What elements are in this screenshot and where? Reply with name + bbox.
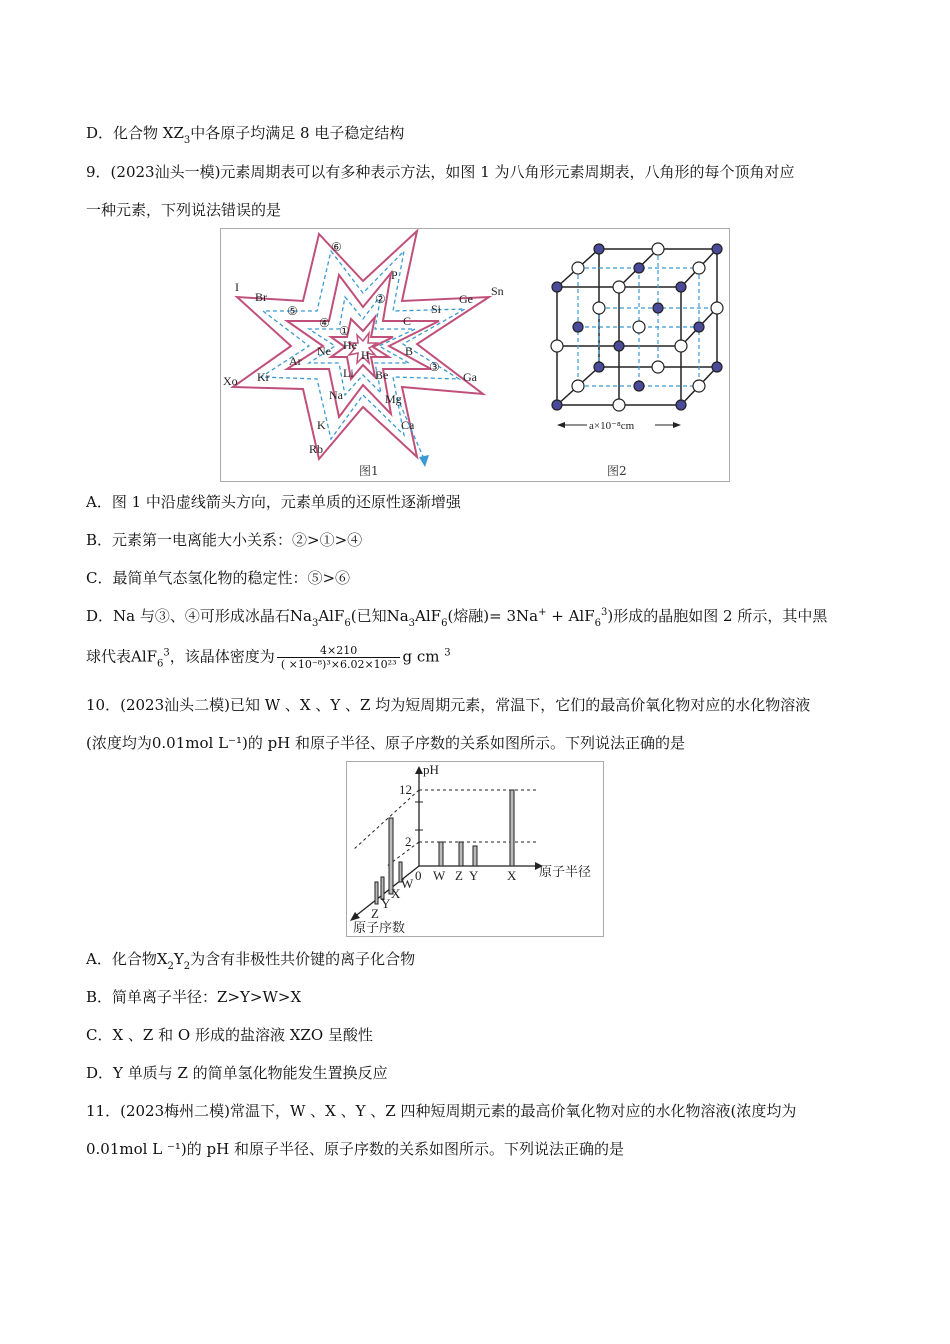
y-axis-arrow bbox=[415, 766, 423, 774]
q10-a-p2: Y bbox=[173, 950, 184, 968]
z-axis-label: 原子序数 bbox=[353, 920, 406, 935]
dashed-arrow-head bbox=[419, 455, 429, 467]
q8-option-d bbox=[86, 122, 404, 146]
q10-a-p3: 为含有非极性共价键的离子化合物 bbox=[190, 950, 416, 968]
density-fraction bbox=[277, 644, 401, 671]
q9-d-s6-val: 6 bbox=[594, 618, 602, 629]
el-Ca: Ca bbox=[401, 418, 415, 432]
origin-label: 0 bbox=[415, 868, 422, 883]
q9-option-d-line2 bbox=[86, 644, 451, 671]
depth-x: X bbox=[391, 886, 401, 901]
cat-x: X bbox=[507, 868, 517, 883]
dbar-x bbox=[389, 818, 393, 894]
depth-z: Z bbox=[371, 906, 379, 921]
lattice-atoms bbox=[551, 243, 723, 411]
dbar-z bbox=[375, 882, 378, 904]
q10-stem-line2: (浓度均为0.01mol L⁻¹)的 pH 和原子半径、原子序数的关系如图所示。下列说法正确的是 bbox=[86, 734, 686, 752]
el-I: I bbox=[235, 280, 239, 294]
q9-figure bbox=[220, 228, 730, 482]
fig2-dim-label: a×10⁻⁸cm bbox=[589, 420, 635, 432]
y-axis-label: pH bbox=[423, 762, 439, 777]
density-unit: g cm bbox=[402, 647, 440, 666]
marker-2: ② bbox=[375, 292, 386, 306]
el-Ga: Ga bbox=[463, 370, 477, 384]
bar-y bbox=[473, 846, 477, 866]
q8-sub: 3 bbox=[183, 135, 191, 146]
el-Li: Li bbox=[343, 366, 354, 380]
bar-w bbox=[439, 842, 443, 866]
el-Br: Br bbox=[255, 290, 267, 304]
q10-a-s2: 2 bbox=[183, 961, 191, 972]
q10-chart bbox=[346, 761, 604, 937]
fig2-caption: 图2 bbox=[607, 464, 627, 478]
depth-y: Y bbox=[381, 896, 391, 911]
density-unit-sup: 3 bbox=[444, 647, 451, 659]
cat-y: Y bbox=[469, 868, 479, 883]
el-K: K bbox=[317, 418, 326, 432]
el-B: B bbox=[405, 344, 414, 358]
q9-d-p4: AlF bbox=[415, 607, 442, 625]
q9-d-p7: )形成的晶胞如图 2 所示，其中黑 bbox=[607, 607, 828, 625]
el-Xo: Xo bbox=[223, 374, 238, 388]
q11-stem-line2: 0.01mol L ⁻¹)的 pH 和原子半径、原子序数的关系如图所示。下列说法正确的是 bbox=[86, 1140, 624, 1158]
q9-option-d bbox=[86, 605, 827, 629]
q9-d-s6 bbox=[595, 618, 601, 629]
q9-d-s4: 6 bbox=[441, 618, 448, 629]
q10-option-b: B．简单离子半径：Z>Y>W>X bbox=[86, 988, 302, 1006]
marker-6: ⑥ bbox=[331, 240, 342, 254]
q9-d-p2: AlF bbox=[318, 607, 345, 625]
el-Rb: Rb bbox=[309, 442, 324, 456]
q10-a-s1: 2 bbox=[167, 961, 174, 972]
el-Si: Si bbox=[431, 302, 442, 316]
density-numerator: 4×210 bbox=[277, 644, 401, 658]
q10-option-c: C．X 、Z 和 O 形成的盐溶液 XZO 呈酸性 bbox=[86, 1026, 373, 1044]
q9-d2-a: 球代表AlF bbox=[86, 647, 158, 666]
q9-option-a: A．图 1 中沿虚线箭头方向，元素单质的还原性逐渐增强 bbox=[86, 493, 461, 511]
q9-figure-svg bbox=[221, 229, 729, 481]
tick-2: 2 bbox=[405, 834, 412, 849]
depth-w: W bbox=[401, 876, 414, 891]
el-P: P bbox=[391, 268, 398, 282]
q9-d-s2: 6 bbox=[344, 618, 351, 629]
star-dashed-1 bbox=[261, 251, 465, 439]
fig1-caption: 图1 bbox=[359, 464, 379, 478]
q9-d-p1: D．Na 与③、④可形成冰晶石Na bbox=[86, 607, 312, 625]
marker-5: ⑤ bbox=[287, 304, 298, 318]
bar-z bbox=[459, 842, 463, 866]
el-Mg: Mg bbox=[385, 392, 402, 406]
el-He: He bbox=[343, 338, 357, 352]
marker-4: ④ bbox=[319, 316, 330, 330]
q10-chart-svg bbox=[347, 762, 603, 936]
q9-stem-line2: 一种元素，下列说法错误的是 bbox=[86, 201, 282, 219]
q9-d-s1: 3 bbox=[311, 618, 319, 629]
el-Na: Na bbox=[329, 388, 343, 402]
dim-arrow-left bbox=[557, 422, 565, 428]
cat-w: W bbox=[433, 868, 446, 883]
q9-d-p5: (熔融)= 3Na bbox=[447, 607, 539, 625]
q10-a-p1: A．化合物X bbox=[86, 950, 168, 968]
bar-x bbox=[510, 790, 514, 866]
q9-option-b: B．元素第一电离能大小关系：②>①>④ bbox=[86, 531, 363, 549]
marker-3: ③ bbox=[429, 360, 440, 374]
tick-12: 12 bbox=[399, 782, 412, 797]
q8-option-d-rest: 中各原子均满足 8 电子稳定结构 bbox=[190, 124, 405, 142]
dim-arrow-right bbox=[673, 422, 681, 428]
q8-option-d-text: D．化合物 XZ bbox=[86, 124, 184, 142]
q9-d2-sub: 6 bbox=[157, 658, 164, 670]
q9-d-s3: 3 bbox=[408, 618, 416, 629]
q9-d-p6: + AlF bbox=[546, 607, 595, 625]
marker-1: ① bbox=[339, 324, 350, 338]
el-Ar: Ar bbox=[289, 354, 302, 368]
q9-d2-sup: 3 bbox=[163, 647, 170, 659]
q10-stem-line1: 10．(2023汕头二模)已知 W 、X 、Y 、Z 均为短周期元素，常温下，它们的最高价氧化物对应的水化物溶液 bbox=[86, 696, 811, 714]
cat-z: Z bbox=[455, 868, 463, 883]
q10-option-a bbox=[86, 948, 415, 972]
x-axis-label: 原子半径 bbox=[539, 864, 592, 879]
q9-d2-b: ，该晶体密度为 bbox=[169, 647, 275, 666]
el-Ne: Ne bbox=[317, 344, 331, 358]
density-denominator: ( ×10⁻⁸)³×6.02×10²³ bbox=[280, 658, 397, 671]
star-outer bbox=[233, 231, 489, 459]
q10-option-d: D．Y 单质与 Z 的简单氢化物能发生置换反应 bbox=[86, 1064, 388, 1082]
el-Ge: Ge bbox=[459, 292, 473, 306]
q9-d-sup5: + bbox=[538, 607, 547, 618]
el-H: H bbox=[361, 348, 370, 362]
q9-d-p3: (已知Na bbox=[350, 607, 409, 625]
q11-stem-line1: 11．(2023梅州二模)常温下，W 、X 、Y 、Z 四种短周期元素的最高价氧化物对应的水化物溶液(浓度均为 bbox=[86, 1102, 797, 1120]
el-Kr: Kr bbox=[257, 370, 270, 384]
el-Sn: Sn bbox=[491, 284, 504, 298]
q9-stem-line1: 9．(2023汕头一模)元素周期表可以有多种表示方法，如图 1 为八角形元素周期表，八角形的每个顶角对应 bbox=[86, 163, 795, 181]
q9-d-sup6: 3 bbox=[601, 607, 608, 618]
el-C: C bbox=[403, 314, 412, 328]
q9-option-c: C．最简单气态氢化物的稳定性：⑤>⑥ bbox=[86, 569, 351, 587]
el-Be: Be bbox=[375, 368, 389, 382]
